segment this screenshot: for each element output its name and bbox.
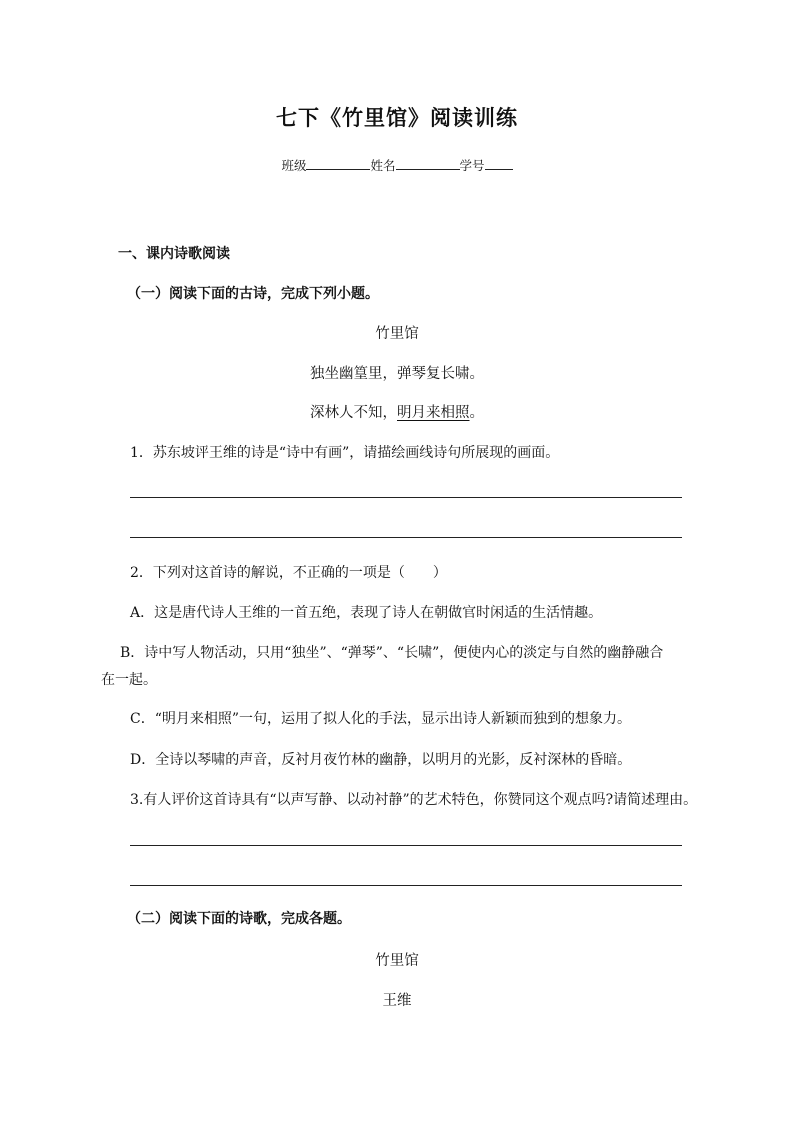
class-label: 班级 xyxy=(281,158,307,173)
section-heading: 一、课内诗歌阅读 xyxy=(118,246,230,262)
answer-line[interactable] xyxy=(130,497,682,498)
question-1: 1．苏东坡评王维的诗是“诗中有画”，请描绘画线诗句所展现的画面。 xyxy=(130,445,560,461)
class-blank xyxy=(306,157,370,170)
student-id-label: 学号 xyxy=(459,158,485,173)
student-id-blank xyxy=(485,157,513,170)
underlined-verse: 明月来相照 xyxy=(397,405,470,421)
answer-line[interactable] xyxy=(130,845,682,846)
part2-heading: （二）阅读下面的诗歌，完成各题。 xyxy=(127,911,351,927)
question-3: 3.有人评价这首诗具有“以声写静、以动衬静”的艺术特色，你赞同这个观点吗?请简述理由。 xyxy=(130,792,698,808)
option-b: B．诗中写人物活动，只用“独坐”、“弹琴”、“长啸”，便使内心的淡定与自然的幽静融合 xyxy=(120,645,664,661)
page-title: 七下《竹里馆》阅读训练 xyxy=(276,105,518,130)
name-label: 姓名 xyxy=(370,158,396,173)
name-blank xyxy=(396,157,460,170)
poem-line-2-end: 。 xyxy=(469,405,484,421)
poem-title: 竹里馆 xyxy=(375,326,419,342)
option-a: A．这是唐代诗人王维的一首五绝，表现了诗人在朝做官时闲适的生活情趣。 xyxy=(130,605,603,621)
option-d: D．全诗以琴啸的声音，反衬月夜竹林的幽静，以明月的光影，反衬深林的昏暗。 xyxy=(130,752,632,768)
answer-line[interactable] xyxy=(130,537,682,538)
part1-heading: （一）阅读下面的古诗，完成下列小题。 xyxy=(127,286,379,302)
poem-line-1: 独坐幽篁里，弹琴复长啸。 xyxy=(310,366,484,382)
poem-line-2 xyxy=(0,401,794,422)
option-c: C．“明月来相照”一句，运用了拟人化的手法，显示出诗人新颖而独到的想象力。 xyxy=(130,711,632,727)
student-info-line xyxy=(0,156,794,174)
poem-line-2-start: 深林人不知， xyxy=(310,405,397,421)
poem-title-2: 竹里馆 xyxy=(375,953,419,969)
poem-author: 王维 xyxy=(382,993,412,1009)
question-2: 2．下列对这首诗的解说，不正确的一项是（ ） xyxy=(130,565,447,581)
answer-line[interactable] xyxy=(130,885,682,886)
option-b-continued: 在一起。 xyxy=(101,672,157,688)
